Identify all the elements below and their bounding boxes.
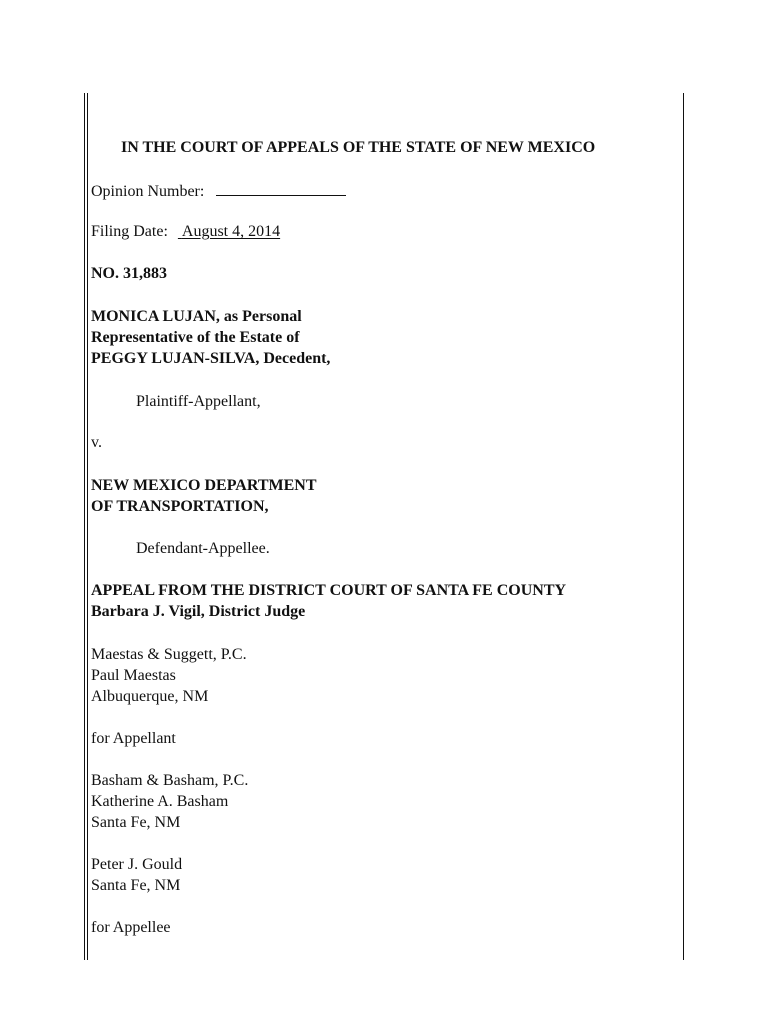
appellant-location: Albuquerque, NM xyxy=(91,688,209,705)
court-title: IN THE COURT OF APPEALS OF THE STATE OF NEW MEXICO xyxy=(121,139,596,156)
appellee-attorney-2: Peter J. Gould xyxy=(91,856,183,873)
opinion-number-blank xyxy=(216,179,346,196)
plaintiff-role: Plaintiff-Appellant, xyxy=(136,393,261,410)
left-margin-rule-inner xyxy=(87,93,88,960)
appellant-attorney: Paul Maestas xyxy=(91,667,176,684)
appellant-firm: Maestas & Suggett, P.C. xyxy=(91,646,247,663)
plaintiff-line-1: MONICA LUJAN, as Personal xyxy=(91,308,302,325)
opinion-number-row xyxy=(91,179,346,202)
filing-date-value xyxy=(178,221,350,242)
plaintiff-line-2: Representative of the Estate of xyxy=(91,329,300,346)
filing-date-label: Filing Date: xyxy=(91,223,168,240)
left-margin-rule xyxy=(84,93,85,960)
appellee-location-2: Santa Fe, NM xyxy=(91,877,181,894)
defendant-role: Defendant-Appellee. xyxy=(136,540,270,557)
case-number: NO. 31,883 xyxy=(91,265,167,282)
filing-date-row xyxy=(91,221,350,242)
district-judge: Barbara J. Vigil, District Judge xyxy=(91,603,306,620)
filing-date-text: August 4, 2014 xyxy=(181,223,281,240)
plaintiff-line-3: PEGGY LUJAN-SILVA, Decedent, xyxy=(91,350,331,367)
right-margin-rule xyxy=(683,93,684,960)
opinion-number-label: Opinion Number: xyxy=(91,183,205,200)
versus: v. xyxy=(91,434,102,451)
appellee-firm: Basham & Basham, P.C. xyxy=(91,772,249,789)
defendant-line-1: NEW MEXICO DEPARTMENT xyxy=(91,477,317,494)
appeal-line: APPEAL FROM THE DISTRICT COURT OF SANTA FE COUNTY xyxy=(91,582,567,599)
defendant-line-2: OF TRANSPORTATION, xyxy=(91,498,269,515)
for-appellant: for Appellant xyxy=(91,730,176,747)
for-appellee: for Appellee xyxy=(91,919,171,936)
appellee-attorney: Katherine A. Basham xyxy=(91,793,229,810)
appellee-location: Santa Fe, NM xyxy=(91,814,181,831)
